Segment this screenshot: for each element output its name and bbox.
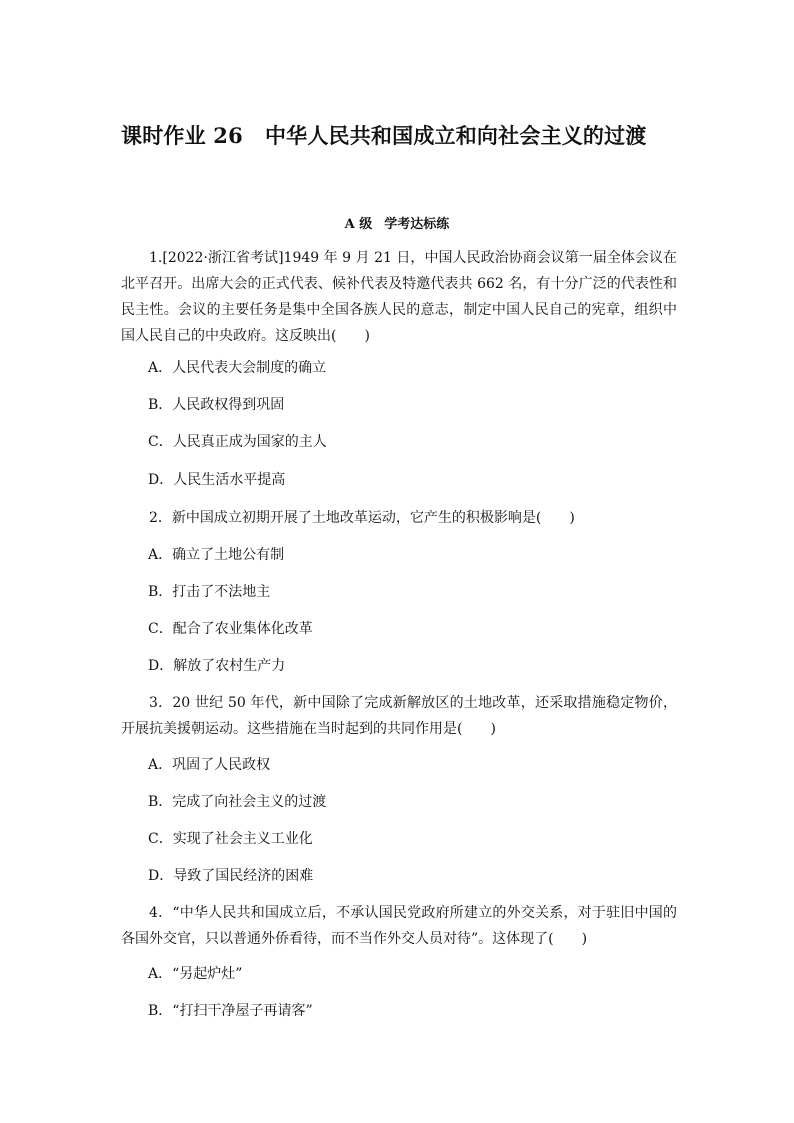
title-main: 中华人民共和国成立和向社会主义的过渡 xyxy=(264,123,647,148)
question-1-option-b: B．人民政权得到巩固 xyxy=(148,397,285,413)
question-3-option-b: B．完成了向社会主义的过渡 xyxy=(148,794,327,810)
section-name: 学考达标练 xyxy=(384,217,450,232)
question-4-option-a: A．“另起炉灶” xyxy=(148,966,243,982)
question-2-option-b: B．打击了不法地主 xyxy=(148,584,271,600)
question-4-option-b: B．“打扫干净屋子再请客” xyxy=(148,1003,313,1019)
section-level: A 级 xyxy=(344,217,373,232)
question-3-option-a: A．巩固了人民政权 xyxy=(148,757,271,773)
title-prefix: 课时作业 26 xyxy=(121,123,243,148)
question-3-option-d: D．导致了国民经济的困难 xyxy=(148,868,314,884)
question-1-option-c: C．人民真正成为国家的主人 xyxy=(148,434,327,450)
question-2-option-d: D．解放了农村生产力 xyxy=(148,658,286,674)
question-4-stem: 4．“中华人民共和国成立后，不承认国民党政府所建立的外交关系，对于驻旧中国的各国外交官，只以普通外侨看待，而不当作外交人员对待”。这体现了( ) xyxy=(121,905,677,947)
page-title xyxy=(121,120,647,150)
question-3-stem: 3．20 世纪 50 年代，新中国除了完成新解放区的土地改革，还采取措施稳定物价，开展抗美援朝运动。这些措施在当时起到的共同作用是( ) xyxy=(121,695,677,737)
question-2-option-a: A．确立了土地公有制 xyxy=(148,547,285,563)
question-1-option-a: A．人民代表大会制度的确立 xyxy=(148,360,327,376)
question-1-option-d: D．人民生活水平提高 xyxy=(148,472,286,488)
question-2-stem: 2．新中国成立初期开展了土地改革运动，它产生的积极影响是( ) xyxy=(149,510,575,526)
question-3-option-c: C．实现了社会主义工业化 xyxy=(148,831,313,847)
section-heading xyxy=(0,213,794,232)
question-2-option-c: C．配合了农业集体化改革 xyxy=(148,621,313,637)
question-1-stem: 1.[2022·浙江省考试]1949 年 9 月 21 日，中国人民政治协商会议第一届全体会议在北平召开。出席大会的正式代表、候补代表及特邀代表共 662 名，有十分广泛的代表性和民主性。会议的主要任务是集中全国各族人民的意志，制定中国人民自己的宪章，组织中国人民自己的中央政府。这反映出( ) xyxy=(121,250,677,344)
